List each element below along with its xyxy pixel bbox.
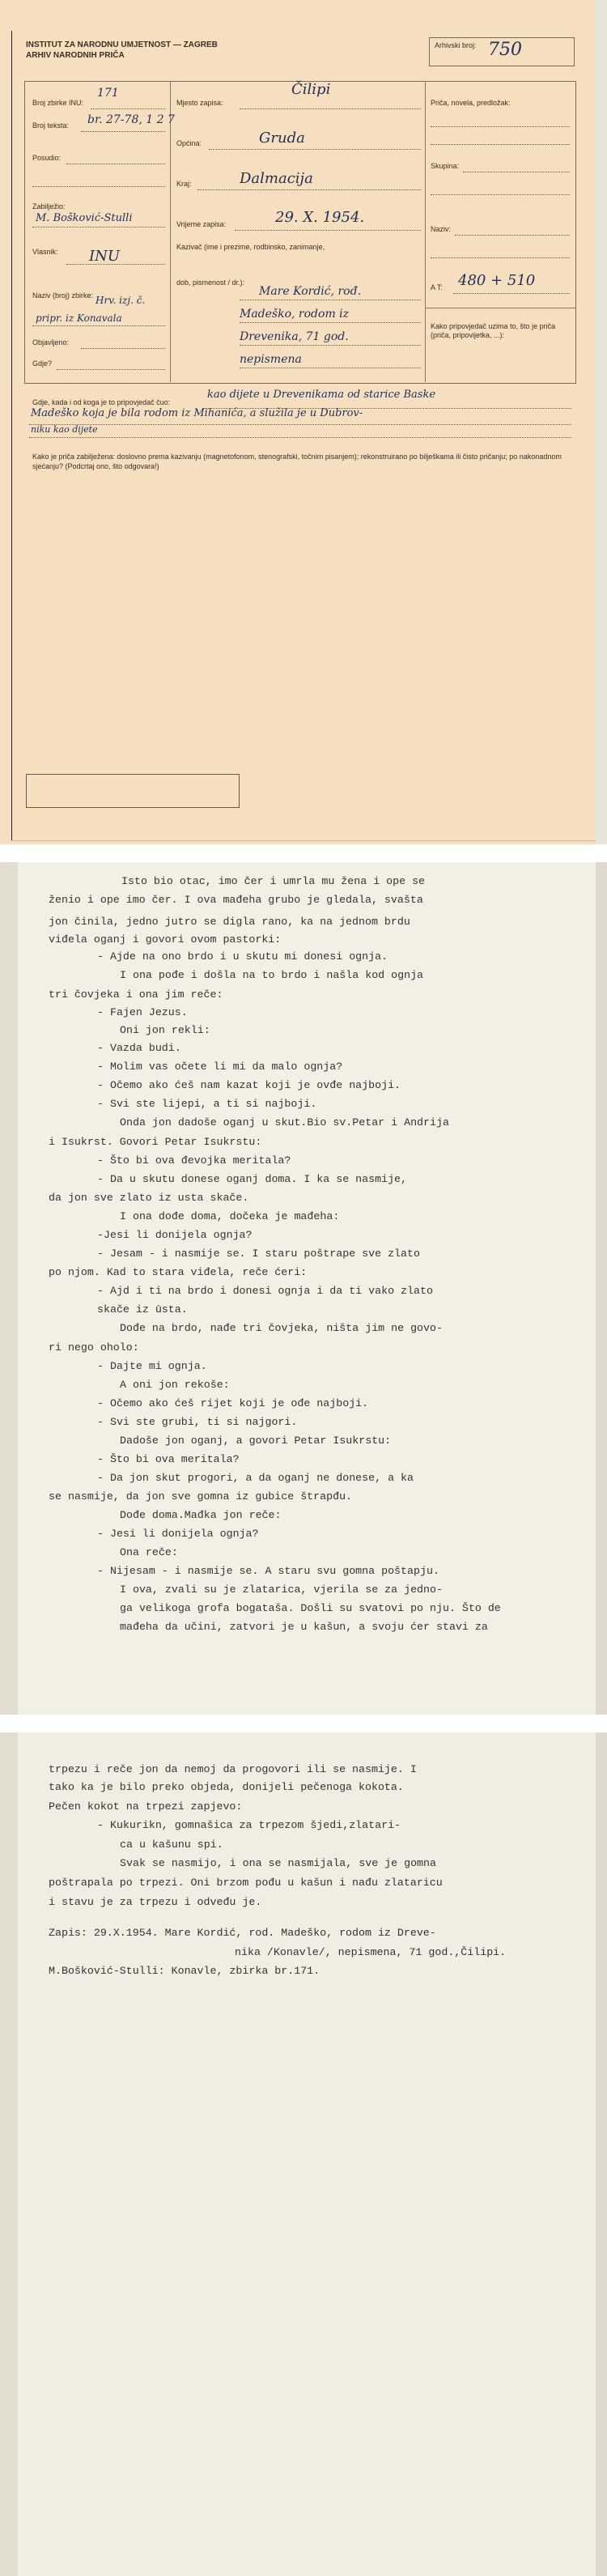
region-label: Kraj:: [176, 180, 192, 188]
card-left-edge: [11, 31, 12, 840]
where-published-label: Gdje?: [32, 359, 53, 368]
place-label: Mjesto zapisa:: [176, 99, 223, 107]
collection-name-value-2: pripr. iz Konavala: [36, 312, 122, 324]
typed-line: - Kukurikn, gomnašica za trpezom šjedi,zlatari-: [97, 1819, 401, 1831]
narrator-label: Kazivač (ime i prezime, rodbinsko, zanimanje,: [176, 243, 325, 251]
collection-name-value-1: Hrv. izj. č.: [96, 295, 146, 306]
typed-line: Onda jon dadoše oganj u skut.Bio sv.Petar i Andrija: [120, 1116, 449, 1129]
typed-line: Dođe na brdo, nađe tri čovjeka, ništa jim ne govo-: [120, 1322, 443, 1334]
typed-line: da jon sve zlato iz usta skače.: [49, 1192, 249, 1204]
recorded-by-label: Zabilježio:: [32, 202, 66, 210]
typed-line: trpezu i reče jon da nemoj da progovori ili se nasmije. I: [49, 1763, 417, 1775]
typed-line: - Očemo ako ćeš nam kazat koji je ovđe najboji.: [97, 1079, 401, 1091]
typed-line: I ona pođe i došla na to brdo i našla kod ognja: [120, 969, 424, 981]
typed-line: tri čovjeka i ona jim reče:: [49, 988, 223, 1001]
story-type-label: Priča, novela, predložak:: [431, 99, 511, 107]
typed-line: Dadoše jon oganj, a govori Petar Isukrstu:: [120, 1435, 392, 1447]
typed-line: - Jesi li donijela ognja?: [97, 1528, 259, 1540]
typed-line: jon činila, jedno jutro se digla rano, ka na jednom brdu: [49, 916, 410, 928]
archive-number-label: Arhivski broj:: [435, 41, 477, 49]
typed-line: - Jesam - i nasmije se. I staru poštrape sve zlato: [97, 1248, 420, 1260]
region-value: Dalmacija: [240, 170, 313, 187]
typed-line: i Isukrst. Govori Petar Isukrstu:: [49, 1136, 262, 1148]
at-value: 480 + 510: [458, 272, 536, 289]
card-bottom-edge: [11, 840, 596, 841]
card-footer-box: [26, 774, 240, 808]
typed-line: Isto bio otac, imo čer i umrla mu žena i ope se: [121, 875, 426, 887]
typed-line: Oni jon rekli:: [120, 1024, 210, 1036]
typed-line: ca u kašunu spi.: [120, 1838, 223, 1851]
municipality-label: Općina:: [176, 139, 202, 147]
typed-line: i stavu je za trpezu i odveđu je.: [49, 1896, 262, 1908]
owner-value: INU: [89, 248, 121, 265]
typed-line: - Svi ste lijepi, a ti si najboji.: [97, 1098, 317, 1110]
recorded-by-value: M. Bošković-Stulli: [36, 212, 133, 224]
typed-line: poštrapala po trpezi. Oni brzom pođu u kašun i nađu zlataricu: [49, 1877, 443, 1889]
typed-line: - Ajd i ti na brdo i donesi ognja i da ti vako zlato: [97, 1285, 433, 1297]
text-number-value: br. 27-78, 1 2 7: [87, 113, 175, 126]
typed-line: - Očemo ako ćeš rijet koji je ođe najboji.: [97, 1397, 369, 1409]
typed-line: Ona reče:: [120, 1546, 178, 1558]
typed-line: - Što bi ova meritala?: [97, 1453, 240, 1465]
narrator-value-1: Mare Kordić, rođ.: [259, 285, 362, 298]
narrator-value-4: nepismena: [240, 353, 302, 366]
typed-line: - Što bi ova đevojka meritala?: [97, 1154, 291, 1167]
date-value: 29. X. 1954.: [275, 209, 365, 226]
typed-line: mađeha da učini, zatvori je u kašun, a svoju ćer stavi za: [120, 1621, 488, 1633]
typed-line: - Nijesam - i nasmije se. A staru svu gomna poštapju.: [97, 1565, 439, 1577]
collection-number-label: Broj zbirke INU:: [32, 99, 84, 107]
recording-method-label: Kako je priča zabilježena: doslovno prema kazivanju (magnetofonom, stenografski, točnim pisanjem); rekonstruirano po bilješkama ili čisto pričanju; po nakonadnom sjećanju? (Podcrtaj ono, što odgovara!): [32, 453, 562, 470]
typed-line: ga velikoga grofa bogataša. Došli su svatovi po nju. Što de: [120, 1602, 501, 1614]
typescript-page-2: [0, 1732, 607, 2576]
typed-line: ri nego oholo:: [49, 1341, 139, 1354]
typed-line: viđela oganj i govori ovom pastorki:: [49, 933, 282, 946]
typed-line: - Dajte mi ognja.: [97, 1360, 207, 1372]
typed-line: se nasmije, da jon sve gomna iz gubice štrapđu.: [49, 1490, 353, 1503]
source-value-1: kao dijete u Drevenikama od starice Baske: [207, 389, 436, 401]
typed-line: - Da jon skut progori, a da oganj ne donese, a ka: [97, 1472, 414, 1484]
typed-line: Dođe doma.Mađka jon reče:: [120, 1509, 282, 1521]
date-label: Vrijeme zapisa:: [176, 220, 227, 228]
typed-line: nika /Konavle/, nepismena, 71 god.,Čilipi.: [235, 1946, 507, 1958]
typed-line: - Svi ste grubi, ti si najgori.: [97, 1416, 298, 1428]
age-literacy-label: dob, pismenost / dr.):: [176, 278, 245, 287]
at-label: A T:: [431, 283, 443, 291]
source-value-3: niku kao dijete: [31, 424, 98, 435]
collection-name-label: Naziv (broj) zbirke:: [32, 291, 94, 300]
typed-line: M.Bošković-Stulli: Konavle, zbirka br.171.: [49, 1965, 320, 1977]
title-label: Naziv:: [431, 225, 452, 233]
group-label: Skupina:: [431, 162, 460, 170]
typed-line: - Fajen Jezus.: [97, 1006, 188, 1018]
source-value-2: Madeško koja je bila rodom iz Mihanića, a služila je u Dubrov-: [31, 407, 363, 419]
typed-line: A oni jon rekoše:: [120, 1379, 230, 1391]
archive-number-box: [429, 37, 575, 66]
text-number-label: Broj teksta:: [32, 121, 70, 130]
typed-line: I ona dođe doma, dočeka je mađeha:: [120, 1210, 340, 1222]
published-label: Objavljeno:: [32, 338, 70, 346]
typed-line: I ova, zvali su je zlatarica, vjerila se za jedno-: [120, 1583, 443, 1596]
typescript-page-1: [0, 862, 607, 1715]
place-value: Čilipi: [291, 81, 331, 98]
typed-line: Pečen kokot na trpezi zapjevo:: [49, 1800, 243, 1813]
typed-line: - Da u skutu donese oganj doma. I ka se nasmije,: [97, 1173, 408, 1185]
archive-number-value: 750: [488, 40, 522, 60]
borrowed-label: Posudio:: [32, 154, 62, 162]
municipality-value: Gruda: [259, 130, 305, 147]
archive-card-scan: [0, 0, 607, 844]
typed-line: Zapis: 29.X.1954. Mare Kordić, rod. Madeško, rodom iz Dreve-: [49, 1927, 436, 1939]
typed-line: ženio i ope imo čer. I ova mađeha grubo je gledala, svašta: [49, 894, 423, 906]
narrator-value-2: Madeško, rodom iz: [240, 308, 350, 321]
typed-line: po njom. Kad to stara viđela, reče ćeri:: [49, 1266, 308, 1278]
archive-header: ARHIV NARODNIH PRIČA: [26, 51, 125, 60]
owner-label: Vlasnik:: [32, 248, 58, 256]
typed-line: - Molim vas očete li mi da malo ognja?: [97, 1061, 343, 1073]
typed-line: Svak se nasmijo, i ona se nasmijala, sve je gomna: [120, 1857, 436, 1869]
narrator-value-3: Drevenika, 71 god.: [240, 330, 349, 343]
source-label: Gdje, kada i od koga je to pripovjedač čuo:: [32, 398, 171, 406]
typed-line: - Vazda budi.: [97, 1042, 181, 1054]
typed-line: -Jesi li donijela ognja?: [97, 1229, 253, 1241]
typed-line: tako ka je bilo preko objeda, donijeli pečenoga kokota.: [49, 1781, 404, 1793]
typed-line: - Ajde na ono brdo i u skutu mi donesi ognja.: [97, 950, 388, 963]
typed-line: skače iz ūsta.: [97, 1303, 188, 1316]
collection-number-value: 171: [97, 87, 119, 100]
institute-header: INSTITUT ZA NARODNU UMJETNOST — ZAGREB: [26, 40, 218, 49]
narrator-genre-label: Kako pripovjedač uzima to, što je priča (priča, pripovijetka, ...):: [431, 322, 556, 339]
